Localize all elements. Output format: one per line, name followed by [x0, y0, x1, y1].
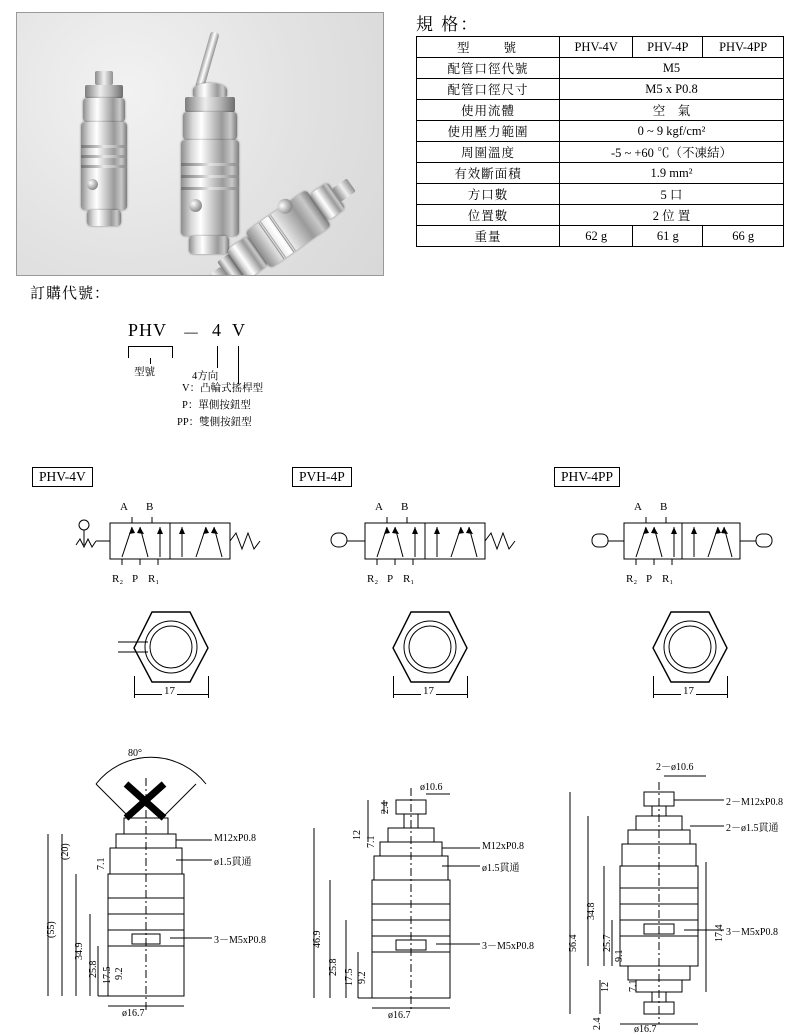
row-value: 62 g	[560, 226, 633, 247]
symbol-phv4pp	[590, 501, 800, 590]
dim-9-2: 9.2	[357, 971, 368, 984]
hex-dim-text: 17	[423, 685, 434, 697]
symbol-pvh4p	[325, 501, 555, 590]
model-title-phv4v: PHV-4V	[32, 467, 93, 487]
port-label-r1: R₁	[662, 573, 674, 585]
label-o167: ø16.7	[388, 1010, 411, 1021]
row-value: 5 口	[560, 184, 784, 205]
row-value: 空 氣	[560, 100, 784, 121]
order-option-pp: PP：雙側按鈕型	[177, 417, 252, 428]
port-label-r2: R₂	[367, 573, 379, 585]
label-3m5: 3－M5xP0.8	[726, 927, 778, 938]
row-label: 周圍溫度	[417, 142, 560, 163]
dim-17-5: 17.5	[344, 968, 355, 986]
col-phv4pp: PHV-4PP	[703, 37, 784, 58]
dim-34-9: 34.9	[74, 942, 85, 960]
label-o15: ø1.5貫通	[482, 863, 520, 874]
hex-svg	[385, 608, 495, 688]
table-row	[417, 100, 784, 121]
spec-title: 規 格：	[416, 15, 480, 34]
hex-dim-text: 17	[683, 685, 694, 697]
table-row	[417, 184, 784, 205]
symbol-svg	[590, 515, 800, 585]
label-2-o15: 2－ø1.5貫通	[726, 823, 779, 834]
port-label-b: B	[401, 501, 409, 513]
symbol-svg	[70, 515, 300, 585]
symbol-svg	[325, 515, 555, 585]
dim-25-7: 25.7	[602, 934, 613, 952]
row-label: 配管口徑代號	[417, 58, 560, 79]
row-value: M5 x P0.8	[560, 79, 784, 100]
hex-top-view-phv4pp	[645, 608, 723, 684]
row-value: M5	[560, 58, 784, 79]
hex-svg	[645, 608, 755, 688]
dimension-drawing-phv4v	[36, 748, 276, 1023]
dimension-svg	[36, 748, 276, 1026]
label-o167: ø16.7	[122, 1008, 145, 1019]
port-label-p: P	[646, 573, 653, 585]
row-value: 0 ~ 9 kgf/cm²	[560, 121, 784, 142]
dim-17-5: 17.5	[102, 966, 113, 984]
dim-12: 12	[600, 982, 611, 992]
row-label: 位置數	[417, 205, 560, 226]
port-label-r1: R₁	[403, 573, 415, 585]
table-header-row	[417, 37, 784, 58]
port-label-p: P	[132, 573, 139, 585]
product-photo	[16, 12, 384, 276]
dim-2-4: 2.4	[380, 801, 391, 814]
dim-25-8: 25.8	[88, 960, 99, 978]
spec-table	[416, 36, 784, 247]
table-row	[417, 121, 784, 142]
label-o15: ø1.5貫通	[214, 857, 252, 868]
hex-dim-text: 17	[164, 685, 175, 697]
order-option-v: V：凸輪式搖桿型	[182, 383, 264, 394]
port-label-r2: R₂	[112, 573, 124, 585]
table-row	[417, 205, 784, 226]
label-m12: M12xP0.8	[214, 833, 256, 844]
dim-9-1: 9.1	[614, 949, 625, 962]
row-label: 使用壓力範圍	[417, 121, 560, 142]
row-value: 61 g	[633, 226, 703, 247]
order-code-title: 訂購代號：	[30, 286, 111, 302]
dim-46-9: 46.9	[312, 930, 323, 948]
row-value: 1.9 mm²	[560, 163, 784, 184]
order-leader-ways: 4方向	[192, 371, 219, 382]
label-3m5: 3－M5xP0.8	[214, 935, 266, 946]
row-label: 使用流體	[417, 100, 560, 121]
dimension-drawing-pvh4p	[300, 748, 550, 1023]
order-code-dash: －	[182, 324, 201, 344]
dim-2-4: 2.4	[592, 1017, 603, 1030]
dim-12: 12	[352, 830, 363, 840]
dim-7-1: 7.1	[628, 979, 639, 992]
dimension-svg	[556, 742, 800, 1030]
table-row	[417, 226, 784, 247]
label-o167: ø16.7	[634, 1024, 657, 1035]
port-label-a: A	[634, 501, 642, 513]
dim-17-4: 17.4	[714, 924, 725, 942]
hex-top-view-pvh4p	[385, 608, 463, 684]
order-code-ways: 4	[212, 320, 222, 340]
order-leader-model: 型號	[134, 367, 155, 378]
dim-7-1: 7.1	[366, 835, 377, 848]
hex-svg	[118, 608, 238, 688]
dim-34-8: 34.8	[586, 902, 597, 920]
symbol-phv4v	[70, 501, 300, 590]
order-option-p: P：單側按鈕型	[182, 400, 251, 411]
row-value: 2 位 置	[560, 205, 784, 226]
table-row	[417, 142, 784, 163]
model-title-phv4pp: PHV-4PP	[554, 467, 620, 487]
port-label-a: A	[375, 501, 383, 513]
row-label: 有效斷面積	[417, 163, 560, 184]
label-3m5: 3－M5xP0.8	[482, 941, 534, 952]
dim-20: (20)	[60, 843, 71, 860]
label-2-o106: 2－ø10.6	[656, 762, 694, 773]
order-code-prefix: PHV	[128, 320, 168, 340]
col-phv4v: PHV-4V	[560, 37, 633, 58]
port-label-r2: R₂	[626, 573, 638, 585]
port-label-r1: R₁	[148, 573, 160, 585]
angle-label: 80°	[128, 748, 142, 759]
row-value: -5 ~ +60 ℃（不凍結）	[560, 142, 784, 163]
table-row	[417, 163, 784, 184]
port-label-a: A	[120, 501, 128, 513]
row-label: 重量	[417, 226, 560, 247]
hex-top-view-phv4v	[118, 608, 196, 684]
dim-55: (55)	[46, 921, 57, 938]
model-title-pvh4p: PVH-4P	[292, 467, 352, 487]
port-label-p: P	[387, 573, 394, 585]
order-code-diagram	[120, 320, 380, 445]
label-o106: ø10.6	[420, 782, 443, 793]
label-2-m12: 2－M12xP0.8	[726, 797, 783, 808]
dim-7-1: 7.1	[96, 857, 107, 870]
label-m12: M12xP0.8	[482, 841, 524, 852]
port-label-b: B	[146, 501, 154, 513]
row-label: 方口數	[417, 184, 560, 205]
dim-9-2: 9.2	[114, 967, 125, 980]
col-model: 型 號	[417, 37, 560, 58]
dimension-drawing-phv4pp	[556, 742, 800, 1035]
row-value: 66 g	[703, 226, 784, 247]
port-label-b: B	[660, 501, 668, 513]
row-label: 配管口徑尺寸	[417, 79, 560, 100]
col-phv4p: PHV-4P	[633, 37, 703, 58]
dim-56-4: 56.4	[568, 934, 579, 952]
order-code-type: V	[232, 320, 246, 340]
dim-25-8: 25.8	[328, 958, 339, 976]
table-row	[417, 79, 784, 100]
table-row	[417, 58, 784, 79]
